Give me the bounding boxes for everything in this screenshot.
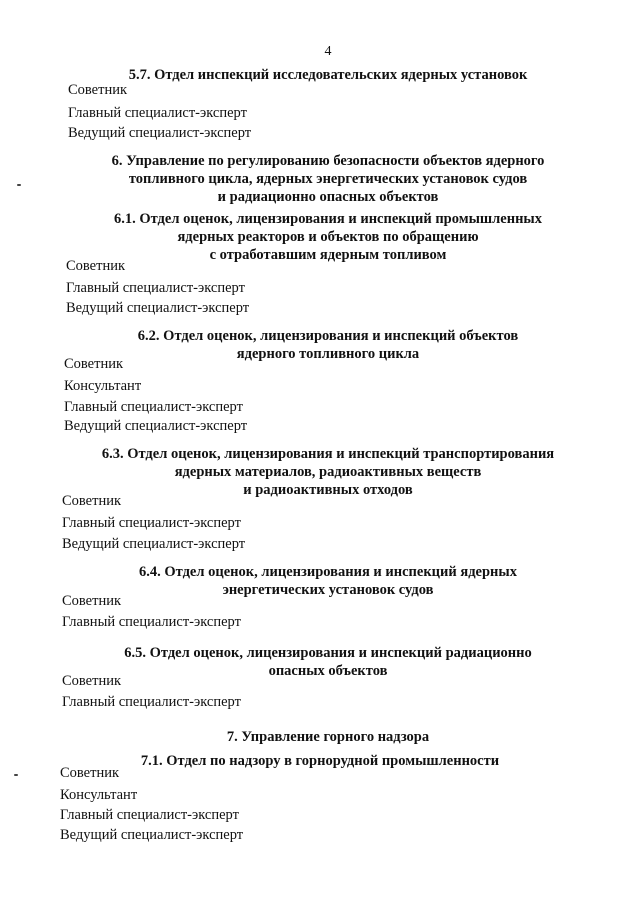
heading-line: энергетических установок судов (222, 582, 434, 598)
heading-line: 6.4. Отдел оценок, лицензирования и инспекций ядерных (139, 564, 517, 580)
position-item: Консультант (64, 378, 142, 394)
heading-line: 6.5. Отдел оценок, лицензирования и инспекций радиационно (124, 645, 532, 661)
position-item: Главный специалист-эксперт (66, 280, 245, 296)
position-item: Советник (62, 493, 122, 509)
heading-line: ядерных материалов, радиоактивных веществ (174, 464, 482, 480)
section-heading (0, 210, 640, 264)
heading-line: ядерного топливного цикла (236, 346, 420, 362)
position-item: Советник (64, 356, 124, 372)
position-item: Советник (60, 765, 120, 781)
position-item: Ведущий специалист-эксперт (64, 418, 248, 434)
page-number: 4 (324, 44, 332, 59)
heading-line: с отработавшим ядерным топливом (209, 247, 447, 263)
heading-line: ядерных реакторов и объектов по обращению (177, 229, 479, 245)
heading-line: 6.1. Отдел оценок, лицензирования и инспекций промышленных (113, 211, 543, 227)
position-item: Советник (66, 258, 126, 274)
position-item: Ведущий специалист-эксперт (66, 300, 250, 316)
scan-mark (17, 184, 21, 186)
scan-mark (14, 774, 18, 776)
position-item: Консультант (60, 787, 138, 803)
heading-line: 6.2. Отдел оценок, лицензирования и инспекций объектов (137, 328, 519, 344)
heading-line: 5.7. Отдел инспекций исследовательских ядерных установок (128, 67, 528, 83)
position-item: Ведущий специалист-эксперт (60, 827, 244, 843)
section-heading (0, 152, 640, 206)
position-item: Главный специалист-эксперт (64, 399, 243, 415)
position-item: Советник (62, 593, 122, 609)
position-item: Главный специалист-эксперт (68, 105, 247, 121)
heading-line: и радиационно опасных объектов (217, 189, 439, 205)
heading-line: 6.3. Отдел оценок, лицензирования и инспекций транспортирования (101, 446, 555, 462)
position-item: Главный специалист-эксперт (60, 807, 239, 823)
heading-line: 6. Управление по регулированию безопасности объектов ядерного (111, 153, 545, 169)
section-heading (0, 445, 640, 499)
section-heading (0, 728, 640, 746)
position-item: Ведущий специалист-эксперт (68, 125, 252, 141)
heading-line: и радиоактивных отходов (243, 482, 413, 498)
heading-line: топливного цикла, ядерных энергетических установок судов (128, 171, 528, 187)
heading-line: 7. Управление горного надзора (226, 729, 430, 745)
heading-line: опасных объектов (268, 663, 388, 679)
position-item: Советник (68, 82, 128, 98)
position-item: Советник (62, 673, 122, 689)
heading-line: 7.1. Отдел по надзору в горнорудной промышленности (140, 753, 500, 769)
position-item: Ведущий специалист-эксперт (62, 536, 246, 552)
position-item: Главный специалист-эксперт (62, 515, 241, 531)
position-item: Главный специалист-эксперт (62, 614, 241, 630)
position-item: Главный специалист-эксперт (62, 694, 241, 710)
